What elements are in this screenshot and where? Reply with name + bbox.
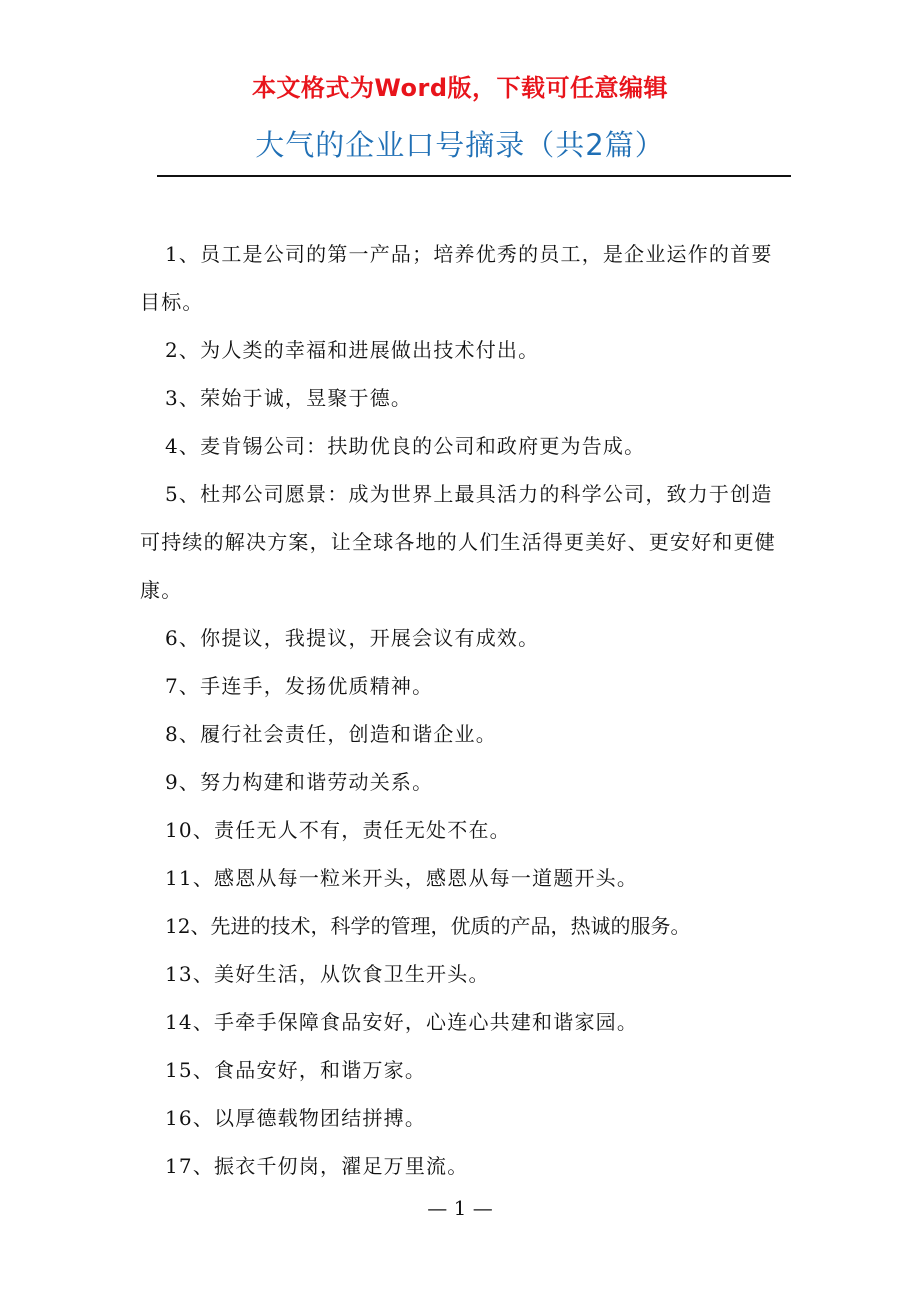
list-item: 11、感恩从每一粒米开头，感恩从每一道题开头。 bbox=[165, 866, 639, 890]
slogan-list bbox=[140, 230, 790, 1190]
list-item: 16、以厚德载物团结拼搏。 bbox=[165, 1106, 427, 1130]
list-item: 5、杜邦公司愿景：成为世界上最具活力的科学公司，致力于创造可持续的解决方案，让全球各地的人们生活得更美好、更安好和更健康。 bbox=[140, 482, 776, 602]
list-item: 8、履行社会责任，创造和谐企业。 bbox=[165, 722, 497, 746]
format-notice: 本文格式为Word版，下载可任意编辑 bbox=[251, 74, 669, 102]
list-item: 15、食品安好，和谐万家。 bbox=[165, 1058, 427, 1082]
list-item: 10、责任无人不有，责任无处不在。 bbox=[165, 818, 511, 842]
list-item: 9、努力构建和谐劳动关系。 bbox=[165, 770, 434, 794]
list-item: 2、为人类的幸福和进展做出技术付出。 bbox=[165, 338, 540, 362]
list-item: 4、麦肯锡公司：扶助优良的公司和政府更为告成。 bbox=[165, 434, 646, 458]
list-item: 17、振衣千仞岗，濯足万里流。 bbox=[165, 1154, 469, 1178]
list-item: 12、先进的技术，科学的管理，优质的产品，热诚的服务。 bbox=[165, 914, 691, 938]
list-item: 1、员工是公司的第一产品；培养优秀的员工，是企业运作的首要目标。 bbox=[140, 242, 773, 314]
list-item: 14、手牵手保障食品安好，心连心共建和谐家园。 bbox=[165, 1010, 639, 1034]
list-item: 13、美好生活，从饮食卫生开头。 bbox=[165, 962, 490, 986]
list-item: 3、荣始于诚，昱聚于德。 bbox=[165, 386, 413, 410]
list-item: 7、手连手，发扬优质精神。 bbox=[165, 674, 434, 698]
title-divider bbox=[157, 175, 791, 177]
page-number: — 1 — bbox=[427, 1196, 493, 1220]
list-item: 6、你提议，我提议，开展会议有成效。 bbox=[165, 626, 540, 650]
document-title: 大气的企业口号摘录（共2篇） bbox=[255, 128, 665, 162]
